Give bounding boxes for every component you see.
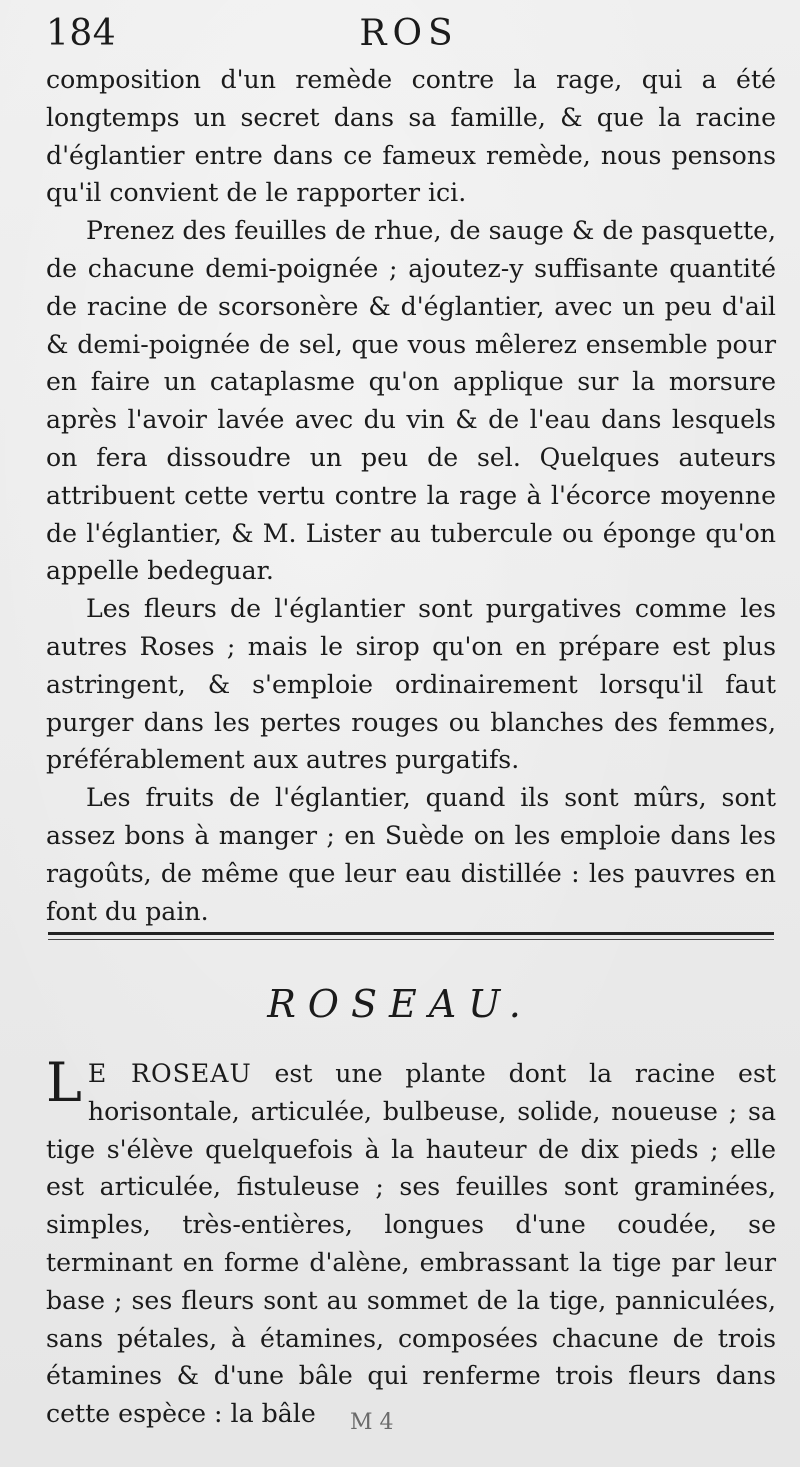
paragraph-fruits: Les fruits de l'églantier, quand ils sont mûrs, sont assez bons à manger ; en Suède on les emploie dans les ragoûts, de même que leur eau distillée : les pauvres en font du pain.: [46, 783, 776, 926]
section-divider-rule: [48, 932, 774, 935]
signature-mark: M 4: [350, 1410, 394, 1435]
drop-cap: L: [46, 1051, 82, 1114]
paragraph-roseau-text: est une plante dont la racine est horisontale, articulée, bulbeuse, solide, noueuse ; sa tige s'élève quelquefois à la hauteur de dix pieds ; elle est articulée, fistuleuse ; ses feuilles sont graminées, simples, très-entières, longues d'une coudée, se terminant en forme d'alène, embrassant la tige par leur base ; ses fleurs sont au sommet de la tige, panniculées, sans pétales, à étamines, composées chacune de trois étamines & d'une bâle qui renferme trois fleurs dans cette espèce : la bâle: [46, 1059, 776, 1429]
paragraph-roseau: [46, 1051, 776, 1433]
paragraph-recipe: Prenez des feuilles de rhue, de sauge & de pasquette, de chacune demi-poignée ; ajoutez-y suffisante quantité de racine de scorsonère & d'églantier, avec un peu d'ail & demi-poignée de sel, que vous mêlerez ensemble pour en faire un cataplasme qu'on applique sur la morsure après l'avoir lavée avec du vin & de l'eau dans lesquels on fera dissoudre un peu de sel. Quelques auteurs attribuent cette vertu contre la rage à l'écorce moyenne de l'églantier, & M. Lister au tubercule ou éponge qu'on appelle bedeguar.: [46, 216, 776, 586]
section-divider-rule-thin: [48, 939, 774, 940]
page-header: [46, 12, 772, 58]
paragraph-continuation: composition d'un remède contre la rage, qui a été longtemps un secret dans sa famille, & que la racine d'églantier entre dans ce fameux remède, nous pensons qu'il convient de le rapporter ici.: [46, 65, 776, 208]
paragraph-flowers: Les fleurs de l'églantier sont purgatives comme les autres Roses ; mais le sirop qu'on en prépare est plus astringent, & s'emploie ordinairement lorsqu'il faut purger dans les pertes rouges ou blanches des femmes, préférablement aux autres purgatifs.: [46, 594, 776, 775]
page-number: 184: [46, 13, 117, 54]
body-text-bottom: [46, 1051, 776, 1433]
running-head: ROS: [359, 13, 459, 54]
section-title: ROSEAU.: [267, 982, 533, 1026]
lead-word: E ROSEAU: [87, 1059, 252, 1088]
body-text-top: [46, 61, 776, 930]
